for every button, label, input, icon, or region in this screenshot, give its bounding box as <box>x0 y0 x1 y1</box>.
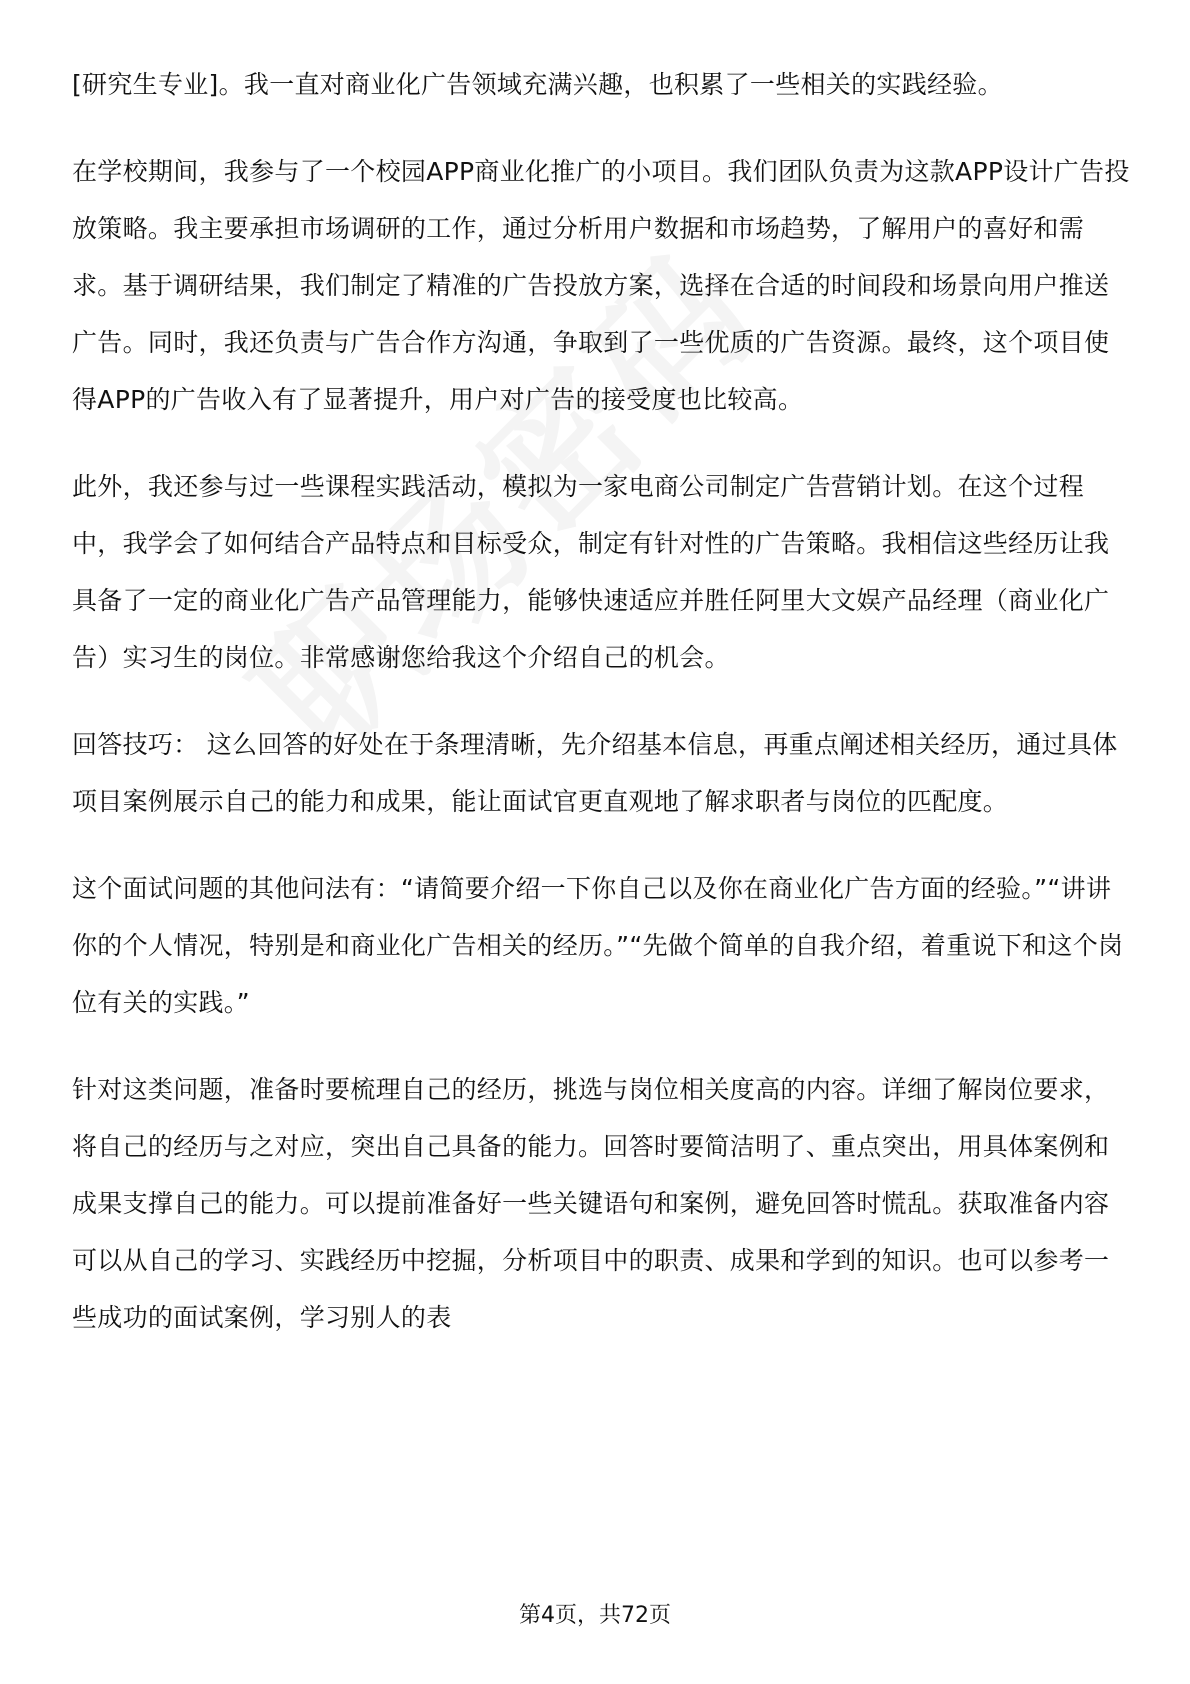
paragraph-course-practice: 此外，我还参与过一些课程实践活动，模拟为一家电商公司制定广告营销计划。在这个过程中，我学会了如何结合产品特点和目标受众，制定有针对性的广告策略。我相信这些经历让我具备了一定的商业化广告产品管理能力，能够快速适应并胜任阿里大文娱产品经理（商业化广告）实习生的岗位。非常感谢您给我这个介绍自己的机会。 <box>72 472 1110 672</box>
paragraph-intro-continued: [研究生专业]。我一直对商业化广告领域充满兴趣，也积累了一些相关的实践经验。 <box>72 70 1003 99</box>
page-number: 第4页，共72页 <box>519 1603 671 1628</box>
paragraph-alternative-questions: 这个面试问题的其他问法有：“请简要介绍一下你自己以及你在商业化广告方面的经验。”“讲讲你的个人情况，特别是和商业化广告相关的经历。”“先做个简单的自我介绍，着重说下和这个岗位有关的实践。” <box>72 874 1124 1017</box>
document-body <box>72 56 1132 1376</box>
paragraph-preparation-advice: 针对这类问题，准备时要梳理自己的经历，挑选与岗位相关度高的内容。详细了解岗位要求，将自己的经历与之对应，突出自己具备的能力。回答时要简洁明了、重点突出，用具体案例和成果支撑自己的能力。可以提前准备好一些关键语句和案例，避免回答时慌乱。获取准备内容可以从自己的学习、实践经历中挖掘，分析项目中的职责、成果和学到的知识。也可以参考一些成功的面试案例，学习别人的表 <box>72 1075 1110 1332</box>
paragraph-campus-project: 在学校期间，我参与了一个校园APP商业化推广的小项目。我们团队负责为这款APP设计广告投放策略。我主要承担市场调研的工作，通过分析用户数据和市场趋势，了解用户的喜好和需求。基于调研结果，我们制定了精准的广告投放方案，选择在合适的时间段和场景向用户推送广告。同时，我还负责与广告合作方沟通，争取到了一些优质的广告资源。最终，这个项目使得APP的广告收入有了显著提升，用户对广告的接受度也比较高。 <box>72 157 1130 414</box>
paragraph-answer-tips: 回答技巧： 这么回答的好处在于条理清晰，先介绍基本信息，再重点阐述相关经历，通过具体项目案例展示自己的能力和成果，能让面试官更直观地了解求职者与岗位的匹配度。 <box>72 730 1118 816</box>
